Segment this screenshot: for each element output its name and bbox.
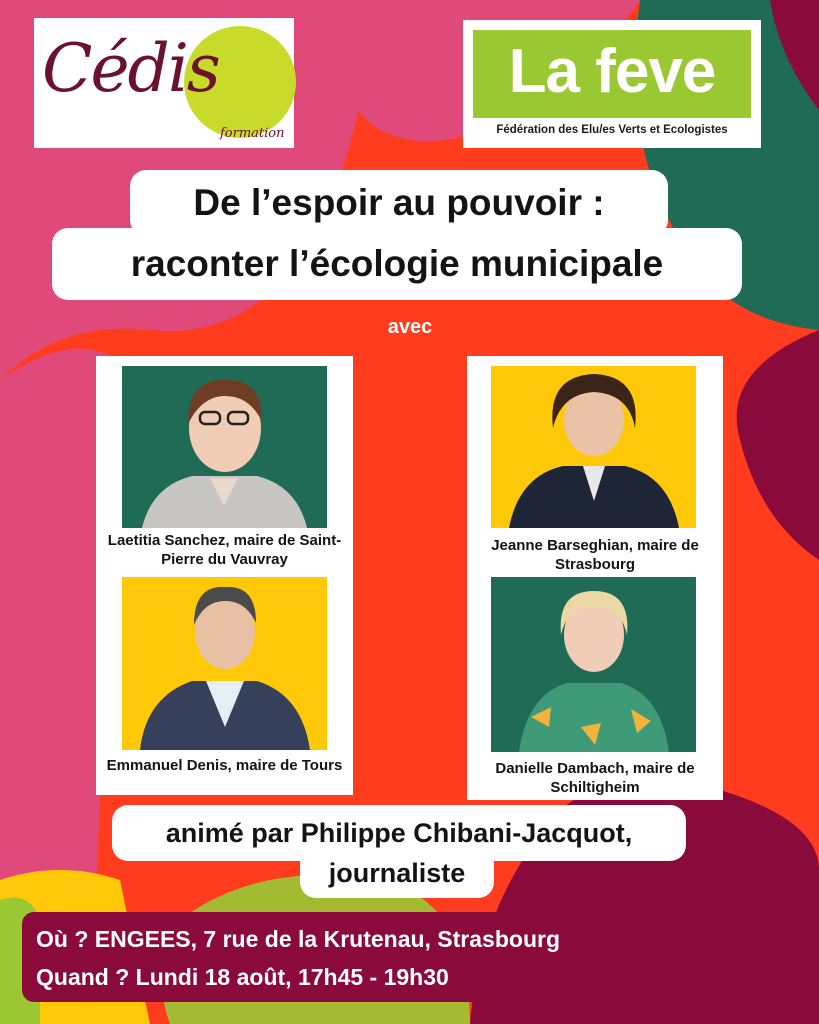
speaker-photo-emmanuel-denis xyxy=(122,577,327,750)
event-location: Où ? ENGEES, 7 rue de la Krutenau, Strasbourg xyxy=(36,926,560,952)
speaker-caption-emmanuel-denis: Emmanuel Denis, maire de Tours xyxy=(106,757,343,774)
speaker-caption-danielle-dambach: Danielle Dambach, maire de Schiltigheim xyxy=(495,760,695,796)
cedis-logo-text: Cédis xyxy=(42,30,219,107)
moderator-line-1: animé par Philippe Chibani-Jacquot, xyxy=(112,805,686,861)
feve-logo-subtitle: Fédération des Elu/es Verts et Ecologistes xyxy=(496,124,728,136)
event-info-box xyxy=(22,912,560,1002)
avec-label: avec xyxy=(387,316,433,338)
feve-logo-badge xyxy=(473,30,751,118)
speaker-photo-danielle-dambach xyxy=(491,577,696,752)
speaker-caption-jeanne-barseghian: Jeanne Barseghian, maire de Strasbourg xyxy=(491,537,699,573)
title-line-1: De l’espoir au pouvoir : xyxy=(130,170,668,236)
title-line-2: raconter l’écologie municipale xyxy=(52,228,742,300)
moderator-line-2: journaliste xyxy=(300,848,494,898)
speaker-photo-jeanne-barseghian xyxy=(491,366,696,528)
cedis-logo xyxy=(34,18,294,148)
feve-logo xyxy=(463,20,761,148)
event-date-time: Quand ? Lundi 18 août, 17h45 - 19h30 xyxy=(36,964,449,990)
speaker-caption-laetitia-sanchez: Laetitia Sanchez, maire de Saint-Pierre du Vauvray xyxy=(107,532,342,568)
speaker-photo-laetitia-sanchez xyxy=(122,366,327,528)
feve-logo-text: La feve xyxy=(508,37,716,106)
cedis-logo-subtitle: formation xyxy=(220,126,285,141)
